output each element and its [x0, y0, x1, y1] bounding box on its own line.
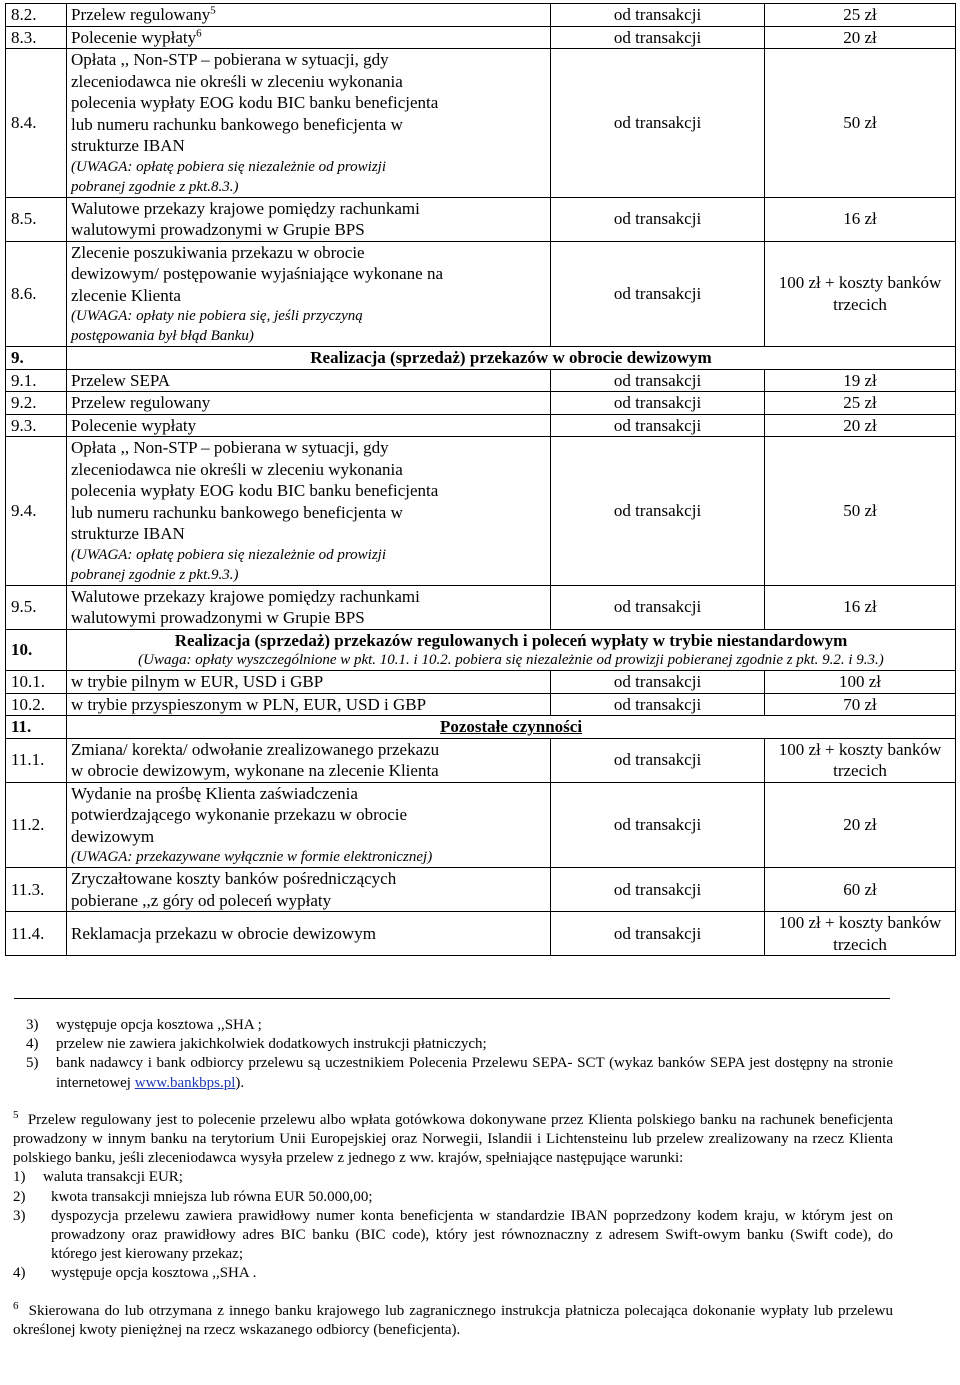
item-number: 9.4. — [6, 437, 67, 586]
item-description — [67, 693, 551, 716]
description-line: strukturze IBAN — [71, 524, 185, 543]
description-line: Wydanie na prośbę Klienta zaświadczenia — [71, 783, 358, 803]
fee-row — [6, 369, 956, 392]
footnote-5: $^5$ Przelew regulowany jest to polecenie przelewu albo wpłata gotówkowa dokonywane przez Klienta polskiego banku na rachunek beneficjenta prowadzony w innym banku na terytorium Unii Europejskiej oraz Norwegii, Islandii i Lichtensteinu lub przelew zrealizowany na rzecz Klienta polskiego banku, jeśli zleceniodawca wysyła przelew z jednego z ww. krajów, spełniające następujące warunki: 1) waluta transakcji EUR; 2) kwota transakcji mniejsza lub równa EUR 50.000,00; 3) dyspozycja przelewu zawiera prawidłowy numer konta beneficjenta w standardzie IBAN poprzedzony kodem kraju, w którym jest on prowadzony oraz prawidłowy adres BIC banku (BIC code), który jest równoznaczny z adresem Swift-owym banku (Swift code), do którego jest kierowany przekaz; 4) występuje opcja kosztowa ,,SHA . — [13, 1111, 893, 1284]
footnotes — [13, 1016, 893, 1340]
description-line: Opłata ,, Non-STP – pobierana w sytuacji, gdy — [71, 50, 389, 69]
fee-amount-text: 19 zł — [843, 370, 877, 390]
fee-amount-text: 100 zł — [838, 672, 882, 691]
fee-row — [6, 392, 956, 415]
description-line: Walutowe przekazy krajowe pomiędzy rachunkami — [71, 198, 420, 218]
item-description-text: Polecenie wypłaty — [71, 415, 197, 435]
fee-basis: od transakcji — [551, 585, 765, 629]
description-line: zleceniodawca nie określi w zleceniu wykonania — [71, 71, 403, 91]
fee-amount-line: 100 zł + koszty banków — [778, 273, 942, 293]
fee-amount-text: 50 zł — [843, 113, 877, 132]
item-number: 8.4. — [6, 49, 67, 198]
item-number: 10.1. — [6, 671, 67, 694]
fee-row — [6, 868, 956, 912]
item-description — [67, 49, 551, 198]
fee-amount-line: trzecich — [833, 934, 887, 954]
item-description — [67, 392, 551, 415]
item-description — [67, 868, 551, 912]
item-description-text: w trybie przyspieszonym w PLN, EUR, USD i GBP — [71, 694, 427, 714]
item-description — [67, 585, 551, 629]
fee-row — [6, 26, 956, 49]
section-number: 10. — [6, 629, 67, 671]
fee-amount-text: 16 zł — [843, 209, 877, 229]
section-row — [6, 347, 956, 370]
footnote-ref: 6 — [196, 26, 202, 39]
fee-amount-text: 16 zł — [843, 597, 877, 617]
description-line: polecenia wypłaty EOG kodu BIC banku beneficjenta — [71, 93, 439, 112]
item-note-line: pobranej zgodnie z pkt.9.3.) — [71, 566, 239, 583]
fee-row — [6, 585, 956, 629]
fee-basis: od transakcji — [551, 414, 765, 437]
fee-row — [6, 197, 956, 241]
item-note-line: pobranej zgodnie z pkt.8.3.) — [71, 178, 239, 195]
fee-amount — [765, 49, 956, 198]
item-description — [67, 912, 551, 956]
fee-amount-text: 50 zł — [843, 501, 877, 520]
condition-item: 4) występuje opcja kosztowa ,,SHA . — [13, 1265, 257, 1282]
description-line: Opłata ,, Non-STP – pobierana w sytuacji, gdy — [71, 438, 389, 457]
section-number: 9. — [6, 347, 67, 370]
description-line: walutowymi prowadzonymi w Grupie BPS — [71, 220, 365, 239]
fee-row — [6, 693, 956, 716]
fee-amount — [765, 585, 956, 629]
fee-basis: od transakcji — [551, 26, 765, 49]
fee-basis: od transakcji — [551, 369, 765, 392]
section-title — [67, 629, 956, 671]
fee-table-body — [6, 4, 956, 956]
fee-amount — [765, 369, 956, 392]
condition-item: 3) dyspozycja przelewu zawiera prawidłowy numer konta beneficjenta w standardzie IBAN poprzedzony kodem kraju, w którym jest on prowadzony oraz prawidłowy adres BIC banku (BIC code), który jest równoznaczny z adresem Swift-owym banku (Swift code), do którego jest kierowany przekaz; — [13, 1207, 893, 1263]
bankbps-link[interactable]: www.bankbps.pl — [134, 1074, 236, 1091]
fee-basis: od transakcji — [551, 392, 765, 415]
fee-amount-text: 70 zł — [843, 694, 877, 714]
fee-amount — [765, 414, 956, 437]
fee-amount-text: 60 zł — [843, 879, 877, 899]
fee-row — [6, 671, 956, 694]
fee-amount — [765, 738, 956, 782]
fee-row — [6, 437, 956, 586]
item-number: 11.4. — [6, 912, 67, 956]
description-line: pobierane ,,z góry od poleceń wypłaty — [71, 890, 332, 910]
item-number: 9.1. — [6, 369, 67, 392]
description-line: polecenia wypłaty EOG kodu BIC banku beneficjenta — [71, 481, 439, 500]
footnote-list — [26, 1016, 893, 1093]
item-description-text: Przelew regulowany — [71, 5, 211, 24]
section-title-text: Pozostałe czynności — [439, 717, 583, 736]
section-row — [6, 629, 956, 671]
item-number: 8.5. — [6, 197, 67, 241]
description-line: zlecenie Klienta — [71, 285, 181, 305]
fee-row — [6, 4, 956, 27]
item-description — [67, 4, 551, 27]
description-line: potwierdzającego wykonanie przekazu w obrocie — [71, 805, 408, 824]
item-number: 9.5. — [6, 585, 67, 629]
item-note-line: postępowania był błąd Banku) — [71, 328, 254, 344]
fee-amount — [765, 437, 956, 586]
fee-amount-text: 20 zł — [843, 27, 877, 47]
section-row — [6, 716, 956, 739]
item-description — [67, 241, 551, 347]
item-number: 9.2. — [6, 392, 67, 415]
fee-basis: od transakcji — [551, 868, 765, 912]
fee-basis: od transakcji — [551, 912, 765, 956]
footnote-item: 3) występuje opcja kosztowa ,,SHA ; — [26, 1017, 262, 1033]
fee-amount-line: trzecich — [833, 294, 887, 314]
item-description — [67, 414, 551, 437]
fee-basis: od transakcji — [551, 437, 765, 586]
item-number: 8.2. — [6, 4, 67, 27]
fee-row — [6, 414, 956, 437]
section-title-text: Realizacja (sprzedaż) przekazów w obrocie dewizowym — [310, 348, 712, 367]
fee-amount — [765, 26, 956, 49]
footnote-item: 5) bank nadawcy i bank odbiorcy przelewu są uczestnikiem Polecenia Przelewu SEPA- SCT (wykaz banków SEPA jest dostępny na stronie internetowej www.bankbps.pl). — [26, 1055, 893, 1091]
fee-row — [6, 49, 956, 198]
fee-amount-line: trzecich — [833, 761, 887, 780]
description-line: w obrocie dewizowym, wykonane na zlecenie Klienta — [71, 761, 439, 780]
description-line: Zlecenie poszukiwania przekazu w obrocie — [71, 242, 365, 262]
item-note-line: (UWAGA: opłatę pobiera się niezależnie od prowizji — [71, 546, 387, 563]
fee-amount — [765, 912, 956, 956]
footnote-separator — [14, 998, 890, 999]
item-description-text: Polecenie wypłaty — [71, 27, 197, 47]
item-description — [67, 782, 551, 868]
item-description — [67, 437, 551, 586]
description-line: Zryczałtowane koszty banków pośredniczących — [71, 869, 397, 888]
item-description-text: w trybie pilnym w EUR, USD i GBP — [71, 672, 324, 691]
item-description — [67, 738, 551, 782]
item-number: 8.3. — [6, 26, 67, 49]
item-description-text: Reklamacja przekazu w obrocie dewizowym — [71, 923, 376, 943]
item-note-line: (UWAGA: opłatę pobiera się niezależnie od prowizji — [71, 158, 387, 175]
fee-amount — [765, 693, 956, 716]
description-line: strukturze IBAN — [71, 136, 185, 155]
item-description — [67, 197, 551, 241]
fee-amount — [765, 197, 956, 241]
fee-amount — [765, 782, 956, 868]
description-line: lub numeru rachunku bankowego beneficjenta w — [71, 114, 403, 134]
section-title — [67, 716, 956, 739]
fee-amount-text: 20 zł — [843, 415, 877, 435]
item-description-text: Przelew regulowany — [71, 393, 211, 412]
fee-amount-text: 25 zł — [843, 5, 877, 24]
description-line: walutowymi prowadzonymi w Grupie BPS — [71, 608, 365, 627]
item-number: 8.6. — [6, 241, 67, 347]
description-line: Walutowe przekazy krajowe pomiędzy rachunkami — [71, 586, 420, 606]
fee-amount-line: 100 zł + koszty banków — [778, 913, 942, 932]
fee-amount-text: 25 zł — [843, 393, 877, 412]
footnote-5-conditions — [13, 1168, 893, 1283]
description-line: dewizowym — [71, 826, 155, 846]
footnote-6: $^6$ Skierowana do lub otrzymana z innego banku krajowego lub zagranicznego instrukcja płatnicza polecająca dokonanie wypłaty lub przelewu określonej kwoty pieniężnej na rzecz wskazanego odbiorcy (beneficjenta). — [13, 1299, 893, 1338]
fee-amount-line: 100 zł + koszty banków — [778, 739, 942, 759]
item-description — [67, 369, 551, 392]
fee-basis: od transakcji — [551, 738, 765, 782]
fee-amount-text: 20 zł — [843, 815, 877, 834]
item-number: 11.2. — [6, 782, 67, 868]
item-number: 11.1. — [6, 738, 67, 782]
fee-row — [6, 912, 956, 956]
item-description — [67, 671, 551, 694]
fee-basis: od transakcji — [551, 197, 765, 241]
item-description — [67, 26, 551, 49]
fee-basis: od transakcji — [551, 4, 765, 27]
section-number: 11. — [6, 716, 67, 739]
footnote-item: 4) przelew nie zawiera jakichkolwiek dodatkowych instrukcji płatniczych; — [26, 1036, 487, 1053]
item-number: 9.3. — [6, 414, 67, 437]
item-description-text: Przelew SEPA — [71, 370, 171, 390]
fee-basis: od transakcji — [551, 241, 765, 347]
fee-amount — [765, 671, 956, 694]
description-line: Zmiana/ korekta/ odwołanie zrealizowanego przekazu — [71, 739, 440, 759]
fee-basis: od transakcji — [551, 671, 765, 694]
fee-basis: od transakcji — [551, 782, 765, 868]
description-line: dewizowym/ postępowanie wyjaśniające wykonane na — [71, 264, 443, 283]
fee-amount — [765, 4, 956, 27]
item-number: 11.3. — [6, 868, 67, 912]
condition-item: 1) waluta transakcji EUR; — [13, 1169, 183, 1186]
description-line: zleceniodawca nie określi w zleceniu wykonania — [71, 459, 403, 479]
fee-table — [5, 3, 956, 956]
fee-basis: od transakcji — [551, 693, 765, 716]
condition-item: 2) kwota transakcji mniejsza lub równa EUR 50.000,00; — [13, 1188, 373, 1205]
footnote-ref: 5 — [210, 4, 216, 17]
section-title — [67, 347, 956, 370]
fee-basis: od transakcji — [551, 49, 765, 198]
fee-row — [6, 241, 956, 347]
description-line: lub numeru rachunku bankowego beneficjenta w — [71, 502, 403, 522]
item-note-line: (UWAGA: przekazywane wyłącznie w formie elektronicznej) — [71, 849, 433, 865]
fee-row — [6, 782, 956, 868]
section-title-text: Realizacja (sprzedaż) przekazów regulowanych i poleceń wypłaty w trybie niestandardowym — [174, 630, 848, 650]
section-note: (Uwaga: opłaty wyszczególnione w pkt. 10.1. i 10.2. pobiera się niezależnie od prowizji pobieranej zgodnie z pkt. 9.2. i 9.3.) — [138, 652, 884, 668]
fee-amount — [765, 868, 956, 912]
fee-amount — [765, 392, 956, 415]
fee-amount — [765, 241, 956, 347]
fee-row — [6, 738, 956, 782]
item-number: 10.2. — [6, 693, 67, 716]
item-note-line: (UWAGA: opłaty nie pobiera się, jeśli przyczyną — [71, 308, 363, 324]
